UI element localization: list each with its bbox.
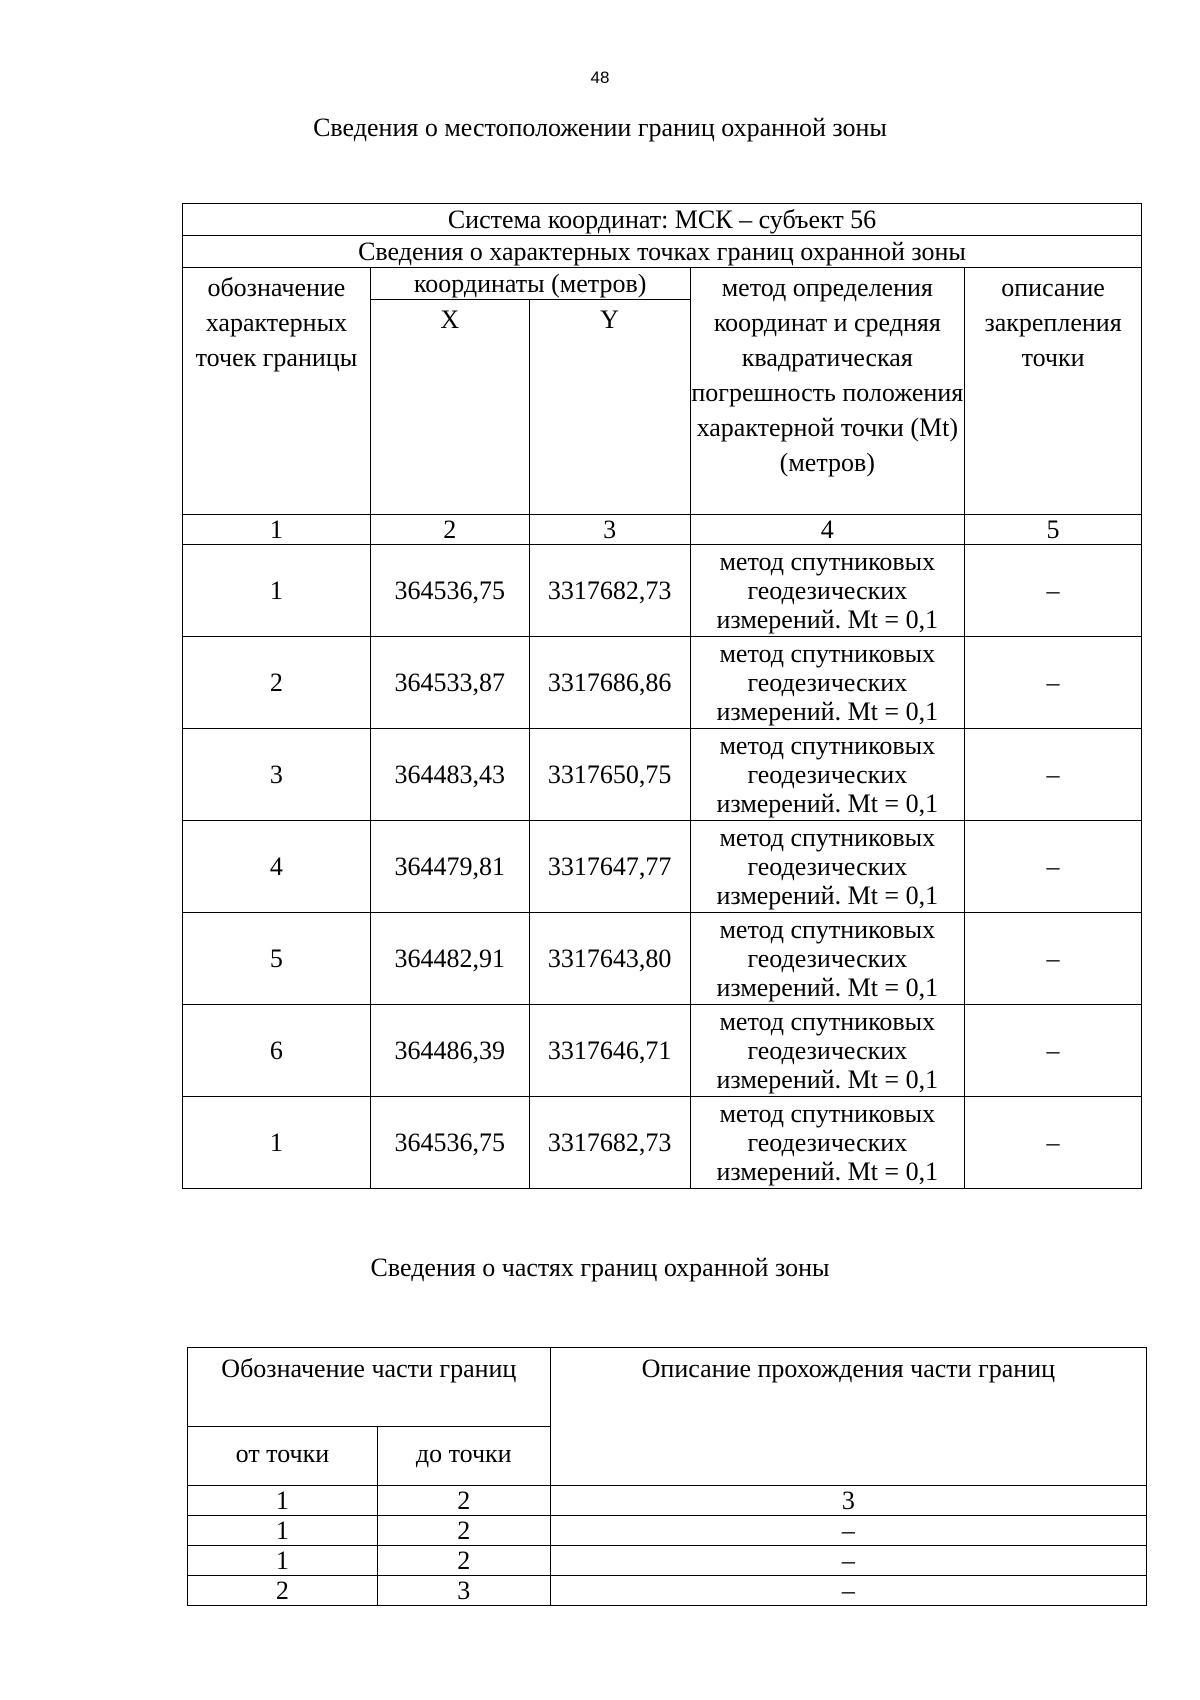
point-cell: 3	[183, 729, 371, 821]
column-number: 4	[690, 515, 965, 545]
page-title: Сведения о местоположении границ охранной зоны	[313, 113, 887, 142]
point-cell: 6	[183, 1005, 371, 1097]
table-row	[183, 1005, 1142, 1097]
table-row	[188, 1546, 1147, 1576]
method-cell: метод спутниковых геодезических измерений. Mt = 0,1	[690, 545, 965, 637]
from-cell: 1	[188, 1546, 378, 1576]
method-cell: метод спутниковых геодезических измерений. Mt = 0,1	[690, 729, 965, 821]
fixing-cell: –	[965, 1097, 1142, 1189]
description-cell: –	[550, 1516, 1146, 1546]
header-designation: Обозначение части границ	[188, 1348, 551, 1427]
header-coordinates: координаты (метров)	[370, 268, 690, 300]
table-row	[183, 729, 1142, 821]
point-cell: 4	[183, 821, 371, 913]
header-x: X	[370, 300, 529, 515]
method-cell: метод спутниковых геодезических измерений. Mt = 0,1	[690, 637, 965, 729]
column-number: 3	[550, 1486, 1146, 1516]
header-to-point: до точки	[377, 1427, 550, 1486]
y-cell: 3317682,73	[529, 545, 690, 637]
table-row	[188, 1516, 1147, 1546]
x-cell: 364536,75	[370, 545, 529, 637]
section-title: Сведения о частях границ охранной зоны	[370, 1253, 830, 1282]
y-cell: 3317646,71	[529, 1005, 690, 1097]
header-fixing: описание закрепления точки	[965, 268, 1142, 515]
point-cell: 1	[183, 1097, 371, 1189]
fixing-cell: –	[965, 821, 1142, 913]
method-cell: метод спутниковых геодезических измерений. Mt = 0,1	[690, 1005, 965, 1097]
x-cell: 364479,81	[370, 821, 529, 913]
column-number: 2	[370, 515, 529, 545]
header-y: Y	[529, 300, 690, 515]
column-number: 1	[183, 515, 371, 545]
method-cell: метод спутниковых геодезических измерений. Mt = 0,1	[690, 821, 965, 913]
table-row	[188, 1576, 1147, 1606]
table-row	[183, 1097, 1142, 1189]
point-cell: 2	[183, 637, 371, 729]
x-cell: 364486,39	[370, 1005, 529, 1097]
column-number: 2	[377, 1486, 550, 1516]
coordinates-table	[182, 203, 1142, 1189]
method-cell: метод спутниковых геодезических измерений. Mt = 0,1	[690, 913, 965, 1005]
table-row	[183, 637, 1142, 729]
table-row	[183, 821, 1142, 913]
description-cell: –	[550, 1546, 1146, 1576]
method-cell: метод спутниковых геодезических измерений. Mt = 0,1	[690, 1097, 965, 1189]
y-cell: 3317686,86	[529, 637, 690, 729]
header-point-designation: обозначение характерных точек границы	[183, 268, 371, 515]
x-cell: 364536,75	[370, 1097, 529, 1189]
from-cell: 2	[188, 1576, 378, 1606]
fixing-cell: –	[965, 913, 1142, 1005]
header-description: Описание прохождения части границ	[550, 1348, 1146, 1486]
fixing-cell: –	[965, 637, 1142, 729]
boundary-parts-table	[187, 1347, 1147, 1606]
y-cell: 3317647,77	[529, 821, 690, 913]
description-cell: –	[550, 1576, 1146, 1606]
page-number: 48	[590, 68, 610, 87]
from-cell: 1	[188, 1516, 378, 1546]
column-number: 5	[965, 515, 1142, 545]
to-cell: 3	[377, 1576, 550, 1606]
point-cell: 1	[183, 545, 371, 637]
x-cell: 364533,87	[370, 637, 529, 729]
header-from-point: от точки	[188, 1427, 378, 1486]
to-cell: 2	[377, 1546, 550, 1576]
column-number: 1	[188, 1486, 378, 1516]
fixing-cell: –	[965, 1005, 1142, 1097]
fixing-cell: –	[965, 545, 1142, 637]
table-row	[183, 913, 1142, 1005]
fixing-cell: –	[965, 729, 1142, 821]
column-number: 3	[529, 515, 690, 545]
x-cell: 364482,91	[370, 913, 529, 1005]
to-cell: 2	[377, 1516, 550, 1546]
coordinate-system-cell: Система координат: МСК – субъект 56	[183, 204, 1142, 236]
table-subtitle-cell: Сведения о характерных точках границ охранной зоны	[183, 236, 1142, 268]
x-cell: 364483,43	[370, 729, 529, 821]
y-cell: 3317650,75	[529, 729, 690, 821]
point-cell: 5	[183, 913, 371, 1005]
table-row	[183, 545, 1142, 637]
y-cell: 3317643,80	[529, 913, 690, 1005]
header-method: метод определения координат и средняя квадратическая погрешность положения характерной точки (Mt) (метров)	[690, 268, 965, 515]
y-cell: 3317682,73	[529, 1097, 690, 1189]
